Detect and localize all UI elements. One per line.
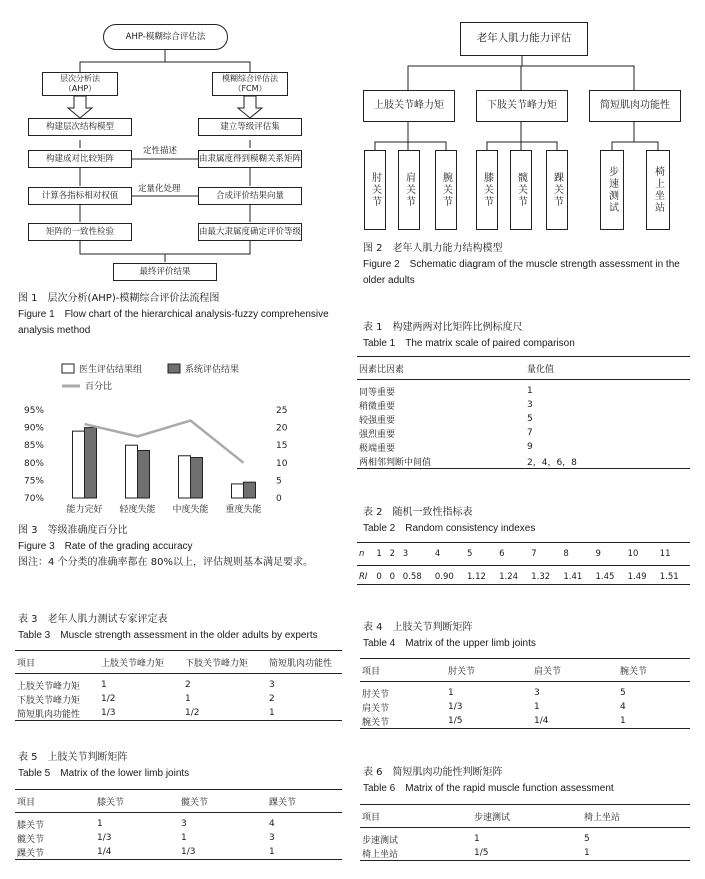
table-cell: 下肢关节峰力矩 xyxy=(17,695,81,706)
table-cell: 5 xyxy=(620,688,626,698)
table-cell: 两相邻判断中间值 xyxy=(359,457,432,468)
table-cell: 0 xyxy=(376,572,382,582)
table-6-title-en: Table 6 Matrix of the rapid muscle function assessment xyxy=(363,783,614,794)
figure-2-caption-en: Figure 2 Schematic diagram of the muscle strength assessment in the older adults xyxy=(363,259,680,286)
table-3-title xyxy=(18,612,358,644)
bar-1-3 xyxy=(179,456,191,498)
table-cell: 1.49 xyxy=(627,572,647,582)
table-2-header: 6 xyxy=(499,549,505,559)
table-row xyxy=(357,398,690,412)
structure-node-gait-speed: 步速测试 xyxy=(600,150,624,230)
table-cell: 同等重要 xyxy=(359,387,396,398)
table-row xyxy=(15,674,342,693)
flowchart-start xyxy=(103,24,228,50)
bar-2-4 xyxy=(244,482,256,498)
table-row xyxy=(357,412,690,426)
table-cell: 1 xyxy=(97,819,103,829)
structure-group-upper-label: 上肢关节峰力矩 xyxy=(374,99,444,111)
table-5-title xyxy=(18,750,358,782)
table-6-header: 椅上坐站 xyxy=(584,812,621,823)
table-5-title-cn: 表 5 上肢关节判断矩阵 xyxy=(18,752,128,763)
table-cell: 2，4，6，8 xyxy=(527,457,577,468)
table-row xyxy=(357,380,690,399)
y-right-tick-label: 25 xyxy=(276,406,288,416)
table-5 xyxy=(15,789,342,860)
legend-label-1: 医生评估结果组 xyxy=(79,365,143,375)
flowchart-fcm-label: 模糊综合评估法 （FCM） xyxy=(222,74,278,93)
table-2-header: 9 xyxy=(595,549,601,559)
table-2-header: 7 xyxy=(531,549,537,559)
table-cell: 5 xyxy=(527,414,533,424)
table-cell: 0.90 xyxy=(434,572,454,582)
table-cell: 膝关节 xyxy=(17,820,45,831)
flowchart-right-step-2 xyxy=(198,150,302,168)
table-cell: 强烈重要 xyxy=(359,429,396,440)
table-cell: 1/3 xyxy=(181,847,196,857)
table-cell: 1/4 xyxy=(534,716,549,726)
y-left-tick-label: 75% xyxy=(23,476,44,487)
table-cell: 1/5 xyxy=(448,716,463,726)
y-left-tick-label: 70% xyxy=(23,494,44,504)
flowchart-mid-label-2: 定量化处理 xyxy=(138,184,181,194)
legend-swatch-1 xyxy=(62,364,74,373)
table-row xyxy=(15,813,342,832)
table-cell: 简短肌肉功能性 xyxy=(17,709,81,720)
legend-swatch-2 xyxy=(168,364,180,373)
y-left-tick-label: 85% xyxy=(23,441,44,452)
table-row xyxy=(15,831,342,845)
table-2-header: 1 xyxy=(376,549,382,559)
structure-node-ankle: 踝关节 xyxy=(546,150,568,230)
percentage-line xyxy=(85,421,244,463)
y-right-tick-label: 0 xyxy=(276,494,282,504)
table-6-header: 项目 xyxy=(362,812,381,823)
table-cell: 1.32 xyxy=(531,572,551,582)
table-4-header: 项目 xyxy=(362,666,381,677)
table-cell: 9 xyxy=(527,442,533,452)
table-cell: 3 xyxy=(269,833,275,843)
flowchart-left-step-1-label: 构建层次结构模型 xyxy=(45,121,114,132)
structure-root xyxy=(460,22,588,56)
table-row xyxy=(15,692,342,706)
flowchart-left-step-4 xyxy=(28,223,132,241)
table-cell: 1/2 xyxy=(101,694,116,704)
legend-label-3: 百分比 xyxy=(85,382,113,392)
flowchart-right-step-3 xyxy=(198,187,302,205)
table-2-header: n xyxy=(359,549,365,559)
table-4-title xyxy=(363,620,693,652)
y-right-tick-label: 20 xyxy=(276,423,288,434)
table-2-header: 5 xyxy=(467,549,473,559)
flowchart-left-step-2-label: 构建成对比较矩阵 xyxy=(45,153,114,164)
table-4-title-cn: 表 4 上肢关节判断矩阵 xyxy=(363,622,473,633)
table-5-header: 膝关节 xyxy=(97,797,125,808)
figure-1-caption-cn: 图 1 层次分析(AHP)-模糊综合评价法流程图 xyxy=(18,293,220,304)
table-cell: 1.12 xyxy=(467,572,486,582)
table-cell: 1/4 xyxy=(97,847,112,857)
flowchart-start-label: AHP-模糊综合评估法 xyxy=(125,31,206,42)
table-cell: 1 xyxy=(620,716,626,726)
table-1-title xyxy=(363,320,693,352)
flowchart-right-step-4 xyxy=(198,223,302,241)
flowchart-right-step-1 xyxy=(198,118,302,136)
x-tick-label: 轻度失能 xyxy=(119,505,156,515)
table-cell: 较强重要 xyxy=(359,415,396,426)
table-cell: 1.45 xyxy=(595,572,615,582)
table-cell: 1 xyxy=(269,708,275,718)
flowchart-ahp-box xyxy=(42,72,118,96)
table-3-title-cn: 表 3 老年人肌力测试专家评定表 xyxy=(18,614,168,625)
table-1-header: 量化值 xyxy=(527,364,555,375)
table-row xyxy=(15,845,342,860)
flowchart-left-step-2 xyxy=(28,150,132,168)
y-right-tick-label: 10 xyxy=(276,458,288,469)
table-row xyxy=(360,828,690,847)
table-cell: 1/3 xyxy=(448,702,463,712)
table-2-header: 2 xyxy=(389,549,395,559)
table-cell: 1.41 xyxy=(563,572,583,582)
figure-3-caption-en: Figure 3 Rate of the grading accuracy xyxy=(18,541,193,552)
table-6-title-cn: 表 6 简短肌肉功能性判断矩阵 xyxy=(363,767,503,778)
flowchart-final xyxy=(113,263,217,281)
table-5-title-en: Table 5 Matrix of the lower limb joints xyxy=(18,768,190,779)
table-2-header: 3 xyxy=(402,549,409,559)
table-cell: 髋关节 xyxy=(17,834,45,845)
structure-group-lower xyxy=(476,90,568,122)
table-cell: 2 xyxy=(269,694,275,704)
table-cell: 1 xyxy=(527,386,533,396)
bar-2-2 xyxy=(138,450,150,498)
accuracy-chart xyxy=(18,358,338,518)
table-5-header: 项目 xyxy=(17,797,36,808)
figure-1-caption xyxy=(18,291,338,339)
table-cell: 步速测试 xyxy=(362,835,399,846)
table-cell: 1 xyxy=(474,834,480,844)
table-cell: 1 xyxy=(101,680,107,690)
y-left-tick-label: 95% xyxy=(23,406,44,416)
y-right-tick-label: 15 xyxy=(276,441,288,452)
table-1-title-en: Table 1 The matrix scale of paired comparison xyxy=(363,338,575,349)
table-3-title-en: Table 3 Muscle strength assessment in the older adults by experts xyxy=(18,630,318,641)
table-cell: 3 xyxy=(527,400,533,410)
figure-2-caption-cn: 图 2 老年人肌力能力结构模型 xyxy=(363,243,503,254)
table-row xyxy=(357,426,690,440)
table-cell: 7 xyxy=(527,428,533,438)
table-row xyxy=(360,682,690,701)
table-row xyxy=(360,846,690,861)
table-cell: 1 xyxy=(269,847,275,857)
figure-3-caption-cn: 图 3 等级准确度百分比 xyxy=(18,525,128,536)
table-cell: 4 xyxy=(269,819,275,829)
table-cell: 踝关节 xyxy=(17,848,45,859)
flowchart-fcm-box xyxy=(212,72,288,96)
table-cell: 3 xyxy=(534,688,540,698)
table-4-title-en: Table 4 Matrix of the upper limb joints xyxy=(363,638,536,649)
table-2 xyxy=(357,542,690,585)
flowchart-right-step-1-label: 建立等级评估集 xyxy=(220,121,280,132)
table-6-title xyxy=(363,765,693,797)
table-2-title-en: Table 2 Random consistency indexes xyxy=(363,523,536,534)
table-row xyxy=(357,440,690,454)
y-left-tick-label: 90% xyxy=(23,423,44,434)
table-cell: 0.58 xyxy=(402,572,422,582)
table-cell: 1 xyxy=(448,688,454,698)
table-cell: 1.24 xyxy=(499,572,519,582)
flowchart-left-step-3-label: 计算各指标相对权值 xyxy=(41,190,119,201)
structure-node-elbow: 肘关节 xyxy=(364,150,386,230)
table-row xyxy=(360,700,690,714)
table-6-header: 步速测试 xyxy=(474,812,511,823)
table-6 xyxy=(360,804,690,861)
table-cell: 极端重要 xyxy=(359,443,396,454)
legend-label-2: 系统评估结果 xyxy=(185,365,240,375)
table-cell: 椅上坐站 xyxy=(362,849,399,860)
table-4-header: 肩关节 xyxy=(534,666,562,677)
flowchart-left-step-3 xyxy=(28,187,132,205)
table-cell: 1/5 xyxy=(474,848,489,858)
table-cell: 1 xyxy=(181,833,187,843)
x-tick-label: 中度失能 xyxy=(172,505,209,515)
table-cell: 1 xyxy=(584,848,590,858)
flowchart-left-step-4-label: 矩阵的一致性检验 xyxy=(45,226,114,237)
table-4-header: 肘关节 xyxy=(448,666,476,677)
table-cell: 3 xyxy=(181,819,187,829)
bar-2-1 xyxy=(85,428,97,498)
table-2-header: 4 xyxy=(434,549,441,559)
table-3-header: 上肢关节峰力矩 xyxy=(101,658,165,669)
figure-2-caption xyxy=(363,241,693,289)
flowchart-final-label: 最终评价结果 xyxy=(139,266,191,277)
table-5-header: 踝关节 xyxy=(269,797,297,808)
table-1 xyxy=(357,356,690,469)
table-2-header: 11 xyxy=(659,549,671,559)
table-cell: 肩关节 xyxy=(362,703,390,714)
flowchart-right-step-4-label: 由最大隶属度确定评价等级 xyxy=(199,226,302,237)
table-cell: 3 xyxy=(269,680,275,690)
figure-1-caption-en: Figure 1 Flow chart of the hierarchical analysis-fuzzy comprehensive analysis method xyxy=(18,309,329,336)
table-row xyxy=(360,714,690,729)
flowchart-right-step-2-label: 由隶属度得到模糊关系矩阵 xyxy=(199,153,302,164)
table-cell: 腕关节 xyxy=(362,717,390,728)
structure-node-shoulder: 肩关节 xyxy=(398,150,420,230)
table-3-header: 下肢关节峰力矩 xyxy=(185,658,249,669)
y-left-tick-label: 80% xyxy=(23,458,44,469)
table-cell: 4 xyxy=(620,702,626,712)
figure-3-caption xyxy=(18,523,358,571)
x-tick-label: 重度失能 xyxy=(225,505,262,515)
structure-group-function-label: 简短肌肉功能性 xyxy=(600,99,670,111)
table-cell: 1 xyxy=(534,702,540,712)
table-cell: 1/3 xyxy=(97,833,112,843)
table-cell: 5 xyxy=(584,834,590,844)
bar-1-4 xyxy=(232,484,244,498)
table-cell: 肘关节 xyxy=(362,689,390,700)
structure-node-knee: 膝关节 xyxy=(476,150,498,230)
table-3-header: 简短肌肉功能性 xyxy=(269,658,333,669)
table-cell: 1.51 xyxy=(659,572,679,582)
table-2-title xyxy=(363,505,693,537)
table-cell: 0 xyxy=(389,572,395,582)
table-5-header: 髋关节 xyxy=(181,797,209,808)
table-row xyxy=(357,454,690,469)
flowchart-left-step-1 xyxy=(28,118,132,136)
table-2-header: 10 xyxy=(627,549,639,559)
structure-group-lower-label: 下肢关节峰力矩 xyxy=(487,99,557,111)
flowchart-right-step-3-label: 合成评价结果向量 xyxy=(215,190,284,201)
table-2-title-cn: 表 2 随机一致性指标表 xyxy=(363,507,473,518)
structure-node-chair-stand: 椅上坐站 xyxy=(646,150,670,230)
flowchart-mid-label-1: 定性描述 xyxy=(143,146,178,156)
x-tick-label: 能力完好 xyxy=(66,505,103,515)
table-cell: 1 xyxy=(185,694,191,704)
table-cell: 上肢关节峰力矩 xyxy=(17,681,81,692)
bar-1-1 xyxy=(73,431,85,498)
table-4-header: 腕关节 xyxy=(620,666,648,677)
table-3-header: 项目 xyxy=(17,658,36,669)
bar-1-2 xyxy=(126,445,138,498)
table-cell: 1/2 xyxy=(185,708,200,718)
structure-root-label: 老年人肌力能力评估 xyxy=(476,32,572,45)
table-1-title-cn: 表 1 构建两两对比矩阵比例标度尺 xyxy=(363,322,523,333)
table-cell: 1/3 xyxy=(101,708,116,718)
y-right-tick-label: 5 xyxy=(276,476,282,487)
table-row xyxy=(357,566,690,585)
flowchart-ahp-label: 层次分析法 （AHP） xyxy=(60,74,100,93)
table-cell: 2 xyxy=(185,680,191,690)
structure-node-hip: 髋关节 xyxy=(510,150,532,230)
bar-2-3 xyxy=(191,458,203,498)
structure-group-upper xyxy=(363,90,455,122)
table-1-header: 因素比因素 xyxy=(359,364,405,375)
table-3 xyxy=(15,650,342,721)
structure-node-wrist: 腕关节 xyxy=(435,150,457,230)
table-row xyxy=(15,706,342,721)
structure-group-function xyxy=(589,90,681,122)
table-cell: 稍微重要 xyxy=(359,401,396,412)
table-2-header: 8 xyxy=(563,549,569,559)
figure-3-note: 图注：4 个分类的准确率都在 80%以上，评估规则基本满足要求。 xyxy=(18,557,313,568)
table-4 xyxy=(360,658,690,729)
table-cell: RI xyxy=(359,572,368,582)
